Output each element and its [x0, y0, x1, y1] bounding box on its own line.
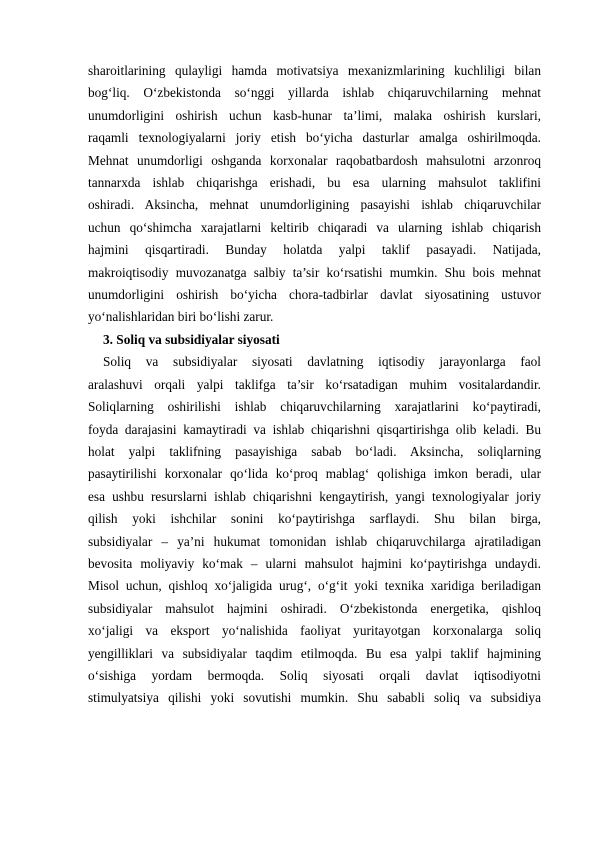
paragraph-productivity: [88, 60, 541, 329]
text-line: unumdorligini oshirish bo‘yicha chora-tadbirlar davlat siyosatining ustuvor: [88, 287, 541, 303]
text-line: bog‘liq. O‘zbekistonda so‘nggi yillarda ishlab chiqaruvchilarning mehnat: [88, 85, 541, 101]
document-page: [88, 60, 541, 710]
text-line: o‘sishiga yordam bermoqda. Soliq siyosati orqali davlat iqtisodiyotni: [88, 667, 541, 683]
text-line: esa ushbu resurslarni ishlab chiqarishni kengaytirish, yangi texnologiyalar joriy: [88, 488, 541, 504]
text-line: uchun qo‘shimcha xarajatlarni keltirib chiqaradi va ularning ishlab chiqarish: [88, 219, 541, 235]
text-line: tannarxda ishlab chiqarishga erishadi, bu esa ularning mahsulot taklifini: [88, 175, 541, 191]
text-line: bevosita moliyaviy ko‘mak – ularni mahsulot hajmini ko‘paytirishga undaydi.: [88, 555, 541, 571]
text-line: pasaytirilishi korxonalar qo‘lida ko‘proq mablag‘ qolishiga imkon beradi, ular: [88, 466, 541, 482]
text-line: aralashuvi orqali yalpi taklifga ta’sir ko‘rsatadigan muhim vositalardandir.: [88, 376, 541, 392]
text-line: oshiradi. Aksincha, mehnat unumdorligining pasayishi ishlab chiqaruvchilar: [88, 197, 541, 213]
text-line: makroiqtisodiy muvozanatga salbiy ta’sir ko‘rsatishi mumkin. Shu bois mehnat: [88, 264, 541, 280]
text-line: stimulyatsiya qilishi yoki sovutishi mumkin. Shu sababli soliq va subsidiya: [88, 690, 541, 706]
text-line: Misol uchun, qishloq xo‘jaligida urug‘, o‘g‘it yoki texnika xaridiga beriladigan: [88, 578, 541, 594]
text-line: foyda darajasini kamaytiradi va ishlab chiqarishni qisqartirishga olib keladi. Bu: [88, 421, 541, 437]
text-line: raqamli texnologiyalarni joriy etish bo‘yicha dasturlar amalga oshirilmoqda.: [88, 130, 541, 146]
text-line: subsidiyalar mahsulot hajmini oshiradi. O‘zbekistonda energetika, qishloq: [88, 600, 541, 616]
text-line: yengilliklari va subsidiyalar taqdim etilmoqda. Bu esa yalpi taklif hajmining: [88, 645, 541, 661]
section-heading: 3. Soliq va subsidiyalar siyosati: [103, 331, 280, 347]
text-line: sharoitlarining qulayligi hamda motivatsiya mexanizmlarining kuchliligi bilan: [88, 63, 541, 78]
text-line: unumdorligini oshirish uchun kasb-hunar ta’limi, malaka oshirish kurslari,: [88, 107, 541, 123]
paragraph-tax-subsidy: [88, 351, 541, 710]
text-line: hajmini qisqartiradi. Bunday holatda yalpi taklif pasayadi. Natijada,: [88, 242, 541, 258]
text-line: holat yalpi taklifning pasayishiga sabab bo‘ladi. Aksincha, soliqlarning: [88, 443, 541, 459]
text-line: subsidiyalar – ya’ni hukumat tomonidan ishlab chiqaruvchilarga ajratiladigan: [88, 533, 541, 549]
text-line: yo‘nalishlaridan biri bo‘lishi zarur.: [88, 309, 274, 325]
text-line: Soliq va subsidiyalar siyosati davlatning iqtisodiy jarayonlarga faol: [103, 354, 541, 370]
text-line: Soliqlarning oshirilishi ishlab chiqaruvchilarning xarajatlarini ko‘paytiradi,: [88, 399, 541, 415]
text-line: qilish yoki ishchilar sonini ko‘paytirishga sarflaydi. Shu bilan birga,: [88, 511, 541, 527]
text-line: Mehnat unumdorligi oshganda korxonalar raqobatbardosh mahsulotni arzonroq: [88, 152, 541, 168]
text-line: xo‘jaligi va eksport yo‘nalishida faoliyat yuritayotgan korxonalarga soliq: [88, 623, 541, 639]
